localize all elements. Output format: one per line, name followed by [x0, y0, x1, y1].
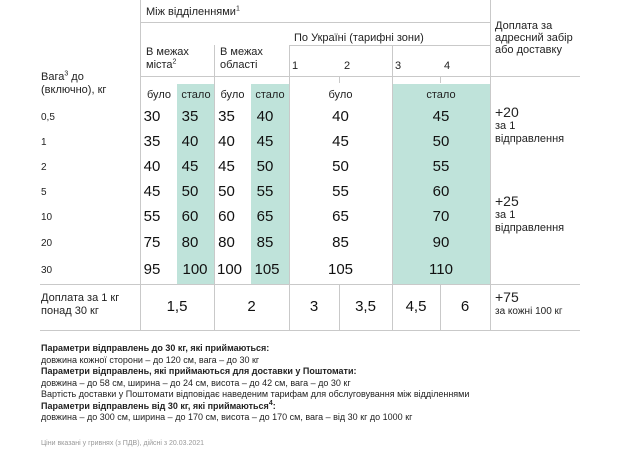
city-was-cell: 30 [143, 108, 161, 125]
ukraine-was-cell: 45 [332, 133, 349, 150]
grid-v-divider [339, 76, 340, 83]
region-now-cell: 105 [254, 261, 280, 278]
grid-h-divider [289, 45, 490, 46]
surcharge-header: Доплата за адресний забір або доставку [495, 20, 573, 56]
ukraine-now-cell: 70 [432, 208, 450, 225]
notes-block [41, 343, 469, 424]
region-now-cell: 40 [256, 108, 274, 125]
weight-cell: 20 [41, 238, 53, 249]
ukraine-now-cell: 50 [432, 133, 450, 150]
weight-cell: 30 [41, 265, 53, 276]
surcharge-text: за 1 відправлення [495, 120, 565, 145]
extra-zone2-cell: 3,5 [355, 298, 376, 315]
city-was-cell: 55 [143, 208, 161, 225]
table-row [0, 234, 620, 254]
ukraine-was-cell: 55 [332, 183, 349, 200]
ukraine-was-label: було [328, 89, 353, 101]
region-now-cell: 55 [256, 183, 274, 200]
city-was-cell: 45 [143, 183, 161, 200]
extra-surcharge-amount: +75 [495, 289, 519, 305]
grid-h-divider [40, 330, 580, 331]
ukraine-was-cell: 50 [332, 158, 349, 175]
surcharge-amount: +20 [495, 104, 519, 120]
city-was-cell: 40 [143, 158, 161, 175]
city-now-cell: 40 [181, 133, 199, 150]
table-row [0, 158, 620, 178]
city-now-label: стало [181, 89, 211, 101]
region-now-cell: 45 [256, 133, 274, 150]
extra-zone4-cell: 6 [460, 298, 470, 315]
weight-cell: 10 [41, 212, 53, 223]
within-region-header: В межах області [220, 46, 263, 71]
grid-v-divider [440, 76, 441, 83]
ukraine-now-cell: 110 [429, 261, 453, 278]
note-line: Параметри відправлень до 30 кг, які приймаються: [41, 343, 270, 353]
note-line: Параметри відправлень, які приймаються для доставки у Поштомати: [41, 366, 357, 376]
city-now-cell: 50 [181, 183, 199, 200]
note-line: Параметри відправлень від 30 кг, які приймаються$^4$: [41, 399, 276, 411]
grid-h-divider [490, 76, 580, 77]
zone-1-label: 1 [292, 60, 299, 72]
region-was-cell: 35 [218, 108, 235, 125]
zone-3-label: 3 [395, 60, 402, 72]
zone-4-label: 4 [444, 60, 451, 72]
ukraine-now-cell: 60 [432, 183, 450, 200]
extra-kg-label: Доплата за 1 кг понад 30 кг [41, 292, 120, 317]
ukraine-was-cell: 65 [332, 208, 349, 225]
region-was-cell: 45 [218, 158, 235, 175]
city-was-cell: 95 [143, 261, 161, 278]
region-was-cell: 100 [216, 261, 243, 278]
region-now-cell: 85 [256, 234, 274, 251]
surcharge-group-1 [495, 104, 580, 146]
weight-cell: 5 [41, 187, 47, 198]
grid-h-divider [140, 76, 490, 77]
extra-surcharge [495, 289, 585, 318]
extra-city-cell: 1,5 [166, 298, 188, 315]
extra-zone1-cell: 3 [309, 298, 319, 315]
region-was-label: було [220, 89, 245, 101]
city-now-cell: 80 [181, 234, 199, 251]
grid-h-divider [140, 22, 490, 23]
note-line: довжина – до 300 см, ширина – до 170 см, висота – до 170 см, вага – від 30 кг до 1000 кг [41, 412, 413, 422]
city-was-cell: 35 [143, 133, 161, 150]
weight-cell: 2 [41, 162, 47, 173]
table-row [0, 261, 620, 281]
city-now-cell: 100 [182, 261, 208, 278]
city-now-cell: 45 [181, 158, 199, 175]
ukraine-was-cell: 40 [332, 108, 349, 125]
region-was-cell: 50 [218, 183, 235, 200]
between-branches-header: Між відділеннями$^1$ [146, 5, 240, 18]
surcharge-text: за 1 відправлення [495, 209, 565, 234]
extra-region-cell: 2 [247, 298, 256, 315]
note-line: Вартість доставки у Поштомати відповідає наведеним тарифам для обслуговування між відділеннями [41, 389, 470, 399]
weight-header: Вага$^3$ до (включно), кг [41, 70, 107, 96]
region-was-cell: 40 [218, 133, 235, 150]
region-was-cell: 80 [218, 234, 235, 251]
extra-surcharge-text: за кожні 100 кг [495, 306, 563, 317]
zone-2-label: 2 [344, 60, 351, 72]
weight-cell: 0,5 [41, 112, 55, 123]
city-was-label: було [147, 89, 171, 101]
ukraine-now-cell: 55 [432, 158, 450, 175]
city-was-cell: 75 [143, 234, 161, 251]
weight-cell: 1 [41, 137, 47, 148]
region-now-cell: 50 [256, 158, 274, 175]
ukraine-zones-header: По Україні (тарифні зони) [294, 32, 424, 44]
region-now-label: стало [255, 89, 285, 101]
ukraine-now-cell: 45 [432, 108, 450, 125]
within-city-header: В межах міста$^2$ [146, 46, 189, 71]
surcharge-group-2 [495, 193, 580, 235]
surcharge-amount: +25 [495, 193, 519, 209]
ukraine-now-cell: 90 [432, 234, 450, 251]
ukraine-now-label: стало [426, 89, 456, 101]
note-line: довжина – до 58 см, ширина – до 24 см, висота – до 42 см, вага – до 30 кг [41, 377, 351, 388]
region-now-cell: 65 [256, 208, 274, 225]
footer-note: Ціни вказані у гривнях (з ПДВ), дійсні з 20.03.2021 [41, 440, 205, 447]
ukraine-was-cell: 85 [332, 234, 349, 251]
note-line: довжина кожної сторони – до 120 см, вага – до 30 кг [41, 354, 260, 365]
ukraine-was-cell: 105 [327, 261, 354, 278]
region-was-cell: 60 [218, 208, 235, 225]
city-now-cell: 60 [181, 208, 199, 225]
extra-zone3-cell: 4,5 [405, 298, 427, 315]
city-now-cell: 35 [181, 108, 199, 125]
grid-h-divider [40, 284, 580, 285]
